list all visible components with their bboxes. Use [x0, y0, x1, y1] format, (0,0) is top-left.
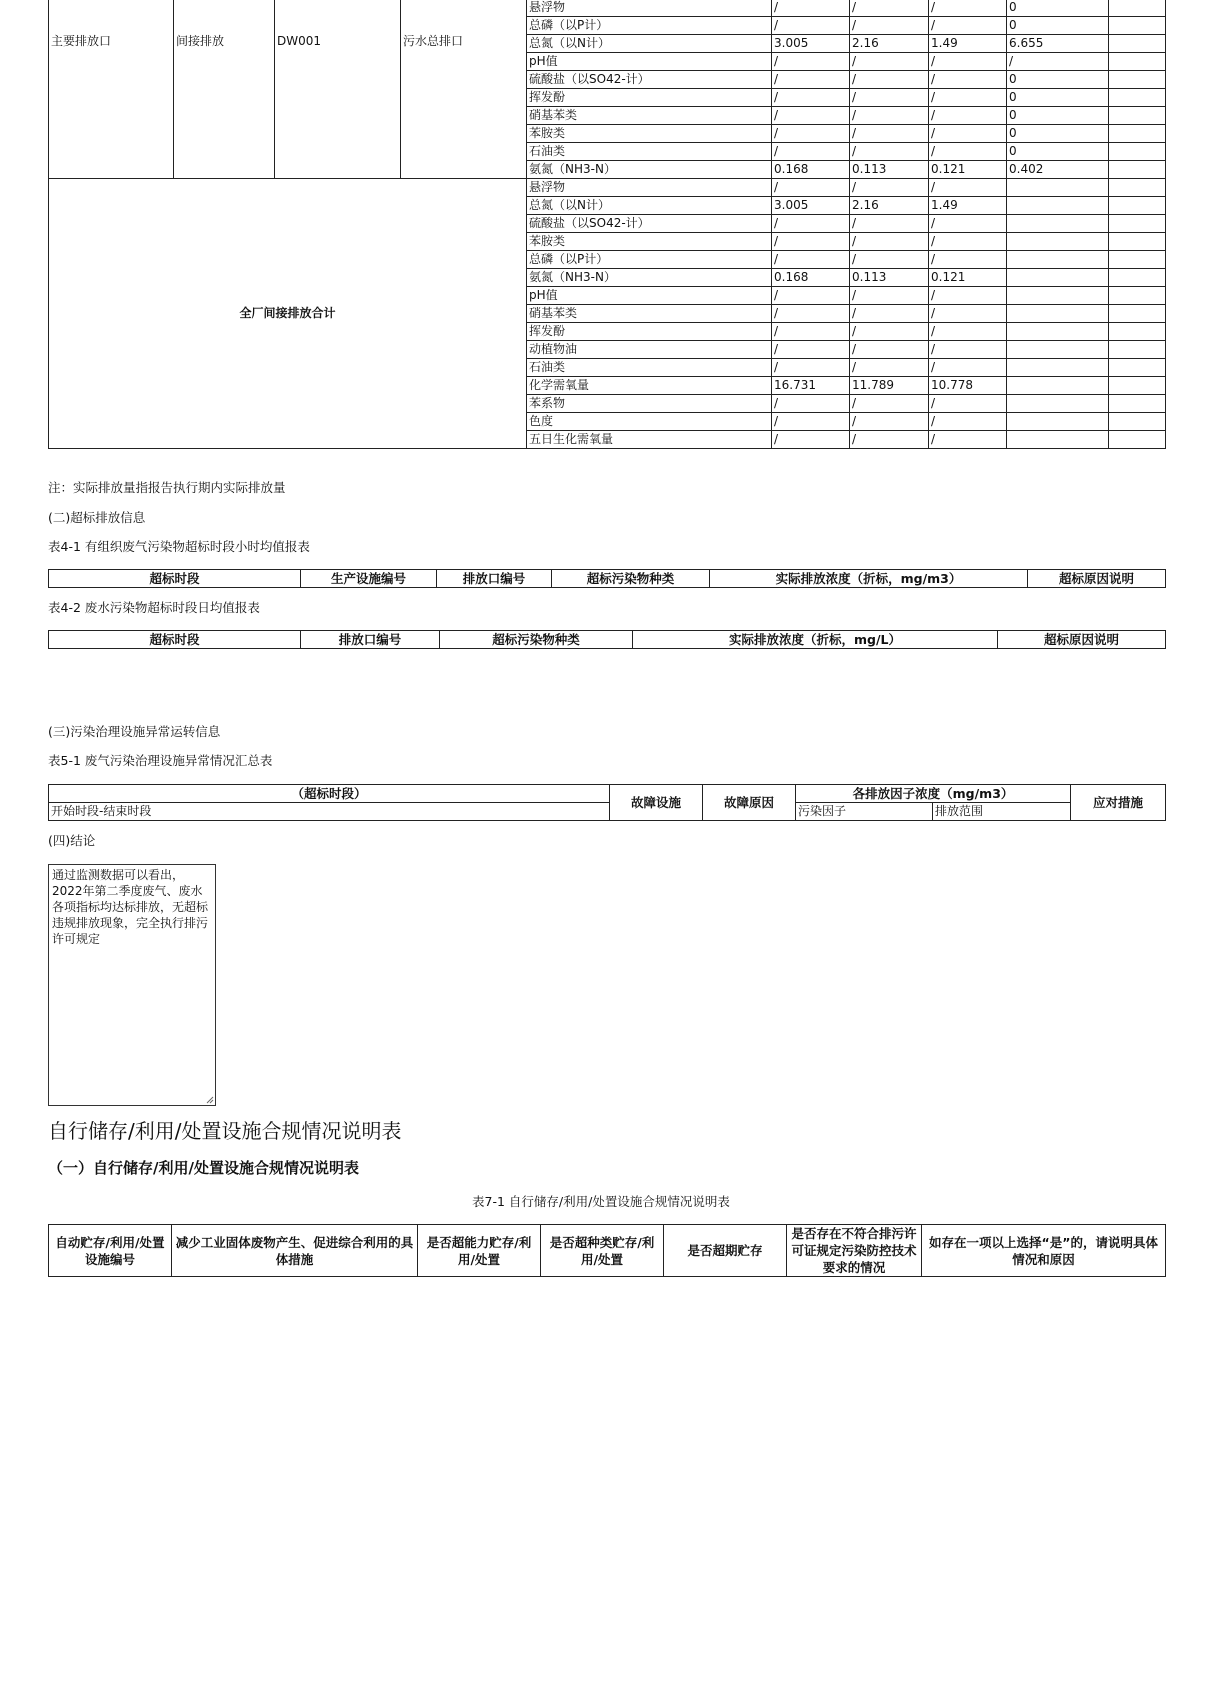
value-cell [1007, 215, 1109, 233]
table71-caption: 表7-1 自行储存/利用/处置设施合规情况说明表 [472, 1194, 730, 1209]
t71-h-explain: 如存在一项以上选择“是”的，请说明具体情况和原因 [922, 1225, 1166, 1277]
empty-cell [1109, 197, 1166, 215]
value-cell [1007, 179, 1109, 197]
empty-cell [1109, 143, 1166, 161]
value-cell: / [772, 251, 850, 269]
emissions-table [48, 0, 1166, 449]
section7-heading: 自行储存/利用/处置设施合规情况说明表 [48, 1119, 402, 1143]
value-cell: / [850, 143, 929, 161]
value-cell: / [850, 341, 929, 359]
value-cell: / [772, 179, 850, 197]
t51-h-reason: 故障原因 [703, 785, 796, 821]
table71 [48, 1224, 1166, 1277]
pollutant-name: 石油类 [527, 143, 772, 161]
outlet-code: DW001 [275, 0, 401, 179]
t51-period-sub: 开始时段-结束时段 [49, 803, 610, 821]
value-cell: / [929, 107, 1007, 125]
value-cell: / [772, 341, 850, 359]
value-cell: / [850, 251, 929, 269]
t51-h-period: （超标时段） [49, 785, 610, 803]
value-cell: / [929, 395, 1007, 413]
pollutant-name: 色度 [527, 413, 772, 431]
value-cell: / [772, 143, 850, 161]
t42-h-outlet: 排放口编号 [301, 631, 440, 649]
pollutant-name: 总氮（以N计） [527, 35, 772, 53]
outlet-name: 污水总排口 [401, 0, 527, 179]
value-cell: / [929, 89, 1007, 107]
value-cell: / [772, 359, 850, 377]
value-cell: / [850, 233, 929, 251]
empty-cell [1109, 161, 1166, 179]
pollutant-name: 五日生化需氧量 [527, 431, 772, 449]
empty-cell [1109, 251, 1166, 269]
t71-h-over-capacity: 是否超能力贮存/利用/处置 [418, 1225, 541, 1277]
value-cell: / [772, 431, 850, 449]
value-cell: 0 [1007, 143, 1109, 161]
pollutant-name: 氨氮（NH3-N） [527, 161, 772, 179]
value-cell: / [850, 359, 929, 377]
value-cell: 0.168 [772, 269, 850, 287]
value-cell: / [929, 305, 1007, 323]
value-cell: / [772, 287, 850, 305]
section7-subheading: （一）自行储存/利用/处置设施合规情况说明表 [48, 1159, 359, 1177]
value-cell [1007, 251, 1109, 269]
value-cell: / [929, 431, 1007, 449]
pollutant-name: 挥发酚 [527, 323, 772, 341]
value-cell: 2.16 [850, 35, 929, 53]
pollutant-name: 硫酸盐（以SO42-计） [527, 215, 772, 233]
value-cell: / [772, 53, 850, 71]
value-cell [1007, 413, 1109, 431]
empty-cell [1109, 125, 1166, 143]
value-cell: 3.005 [772, 197, 850, 215]
outlet-category: 主要排放口 [49, 0, 174, 179]
empty-cell [1109, 431, 1166, 449]
value-cell: 0 [1007, 125, 1109, 143]
table51-caption: 表5-1 废气污染治理设施异常情况汇总表 [48, 753, 273, 768]
t42-h-reason: 超标原因说明 [998, 631, 1166, 649]
t42-h-period: 超标时段 [49, 631, 301, 649]
empty-cell [1109, 17, 1166, 35]
empty-cell [1109, 71, 1166, 89]
pollutant-name: 化学需氧量 [527, 377, 772, 395]
value-cell: / [850, 413, 929, 431]
value-cell: 3.005 [772, 35, 850, 53]
empty-cell [1109, 107, 1166, 125]
pollutant-name: 挥发酚 [527, 89, 772, 107]
value-cell [1007, 233, 1109, 251]
pollutant-name: 总磷（以P计） [527, 251, 772, 269]
value-cell: 0 [1007, 89, 1109, 107]
empty-cell [1109, 413, 1166, 431]
value-cell: / [850, 287, 929, 305]
value-cell: 0.113 [850, 269, 929, 287]
value-cell: / [850, 125, 929, 143]
empty-cell [1109, 35, 1166, 53]
empty-cell [1109, 89, 1166, 107]
value-cell: / [929, 17, 1007, 35]
pollutant-name: 苯系物 [527, 395, 772, 413]
value-cell: / [929, 0, 1007, 17]
value-cell [1007, 341, 1109, 359]
value-cell: / [772, 395, 850, 413]
pollutant-name: 动植物油 [527, 341, 772, 359]
value-cell: / [850, 395, 929, 413]
t51-h-conc: 各排放因子浓度（mg/m3） [796, 785, 1071, 803]
resize-handle-icon[interactable] [206, 1096, 214, 1104]
value-cell: / [772, 413, 850, 431]
empty-cell [1109, 305, 1166, 323]
value-cell: / [850, 71, 929, 89]
value-cell [1007, 287, 1109, 305]
value-cell: / [929, 359, 1007, 377]
t41-h-conc: 实际排放浓度（折标，mg/m3） [710, 570, 1028, 588]
value-cell [1007, 269, 1109, 287]
value-cell: / [850, 323, 929, 341]
value-cell: 0.402 [1007, 161, 1109, 179]
value-cell: / [850, 53, 929, 71]
value-cell: / [772, 125, 850, 143]
value-cell: / [772, 323, 850, 341]
value-cell: / [772, 215, 850, 233]
conclusion-text: 通过监测数据可以看出，2022年第二季度废气、废水各项指标均达标排放，无超标违规排放现象，完全执行排污许可规定 [52, 868, 209, 946]
value-cell: 0 [1007, 107, 1109, 125]
pollutant-name: 总磷（以P计） [527, 17, 772, 35]
value-cell [1007, 431, 1109, 449]
conclusion-textarea[interactable] [48, 864, 216, 1106]
value-cell: 0 [1007, 0, 1109, 17]
table-row [49, 179, 1166, 197]
value-cell: / [850, 305, 929, 323]
value-cell [1007, 377, 1109, 395]
pollutant-name: 苯胺类 [527, 233, 772, 251]
note-text: 注：实际排放量指报告执行期内实际排放量 [48, 480, 286, 495]
t71-h-code: 自动贮存/利用/处置设施编号 [49, 1225, 172, 1277]
empty-cell [1109, 269, 1166, 287]
value-cell: / [772, 305, 850, 323]
value-cell: / [929, 287, 1007, 305]
value-cell: / [772, 89, 850, 107]
empty-cell [1109, 53, 1166, 71]
value-cell: / [850, 0, 929, 17]
empty-cell [1109, 179, 1166, 197]
pollutant-name: 硫酸盐（以SO42-计） [527, 71, 772, 89]
value-cell [1007, 197, 1109, 215]
pollutant-name: pH值 [527, 53, 772, 71]
value-cell: / [850, 107, 929, 125]
table42-caption: 表4-2 废水污染物超标时段日均值报表 [48, 600, 260, 615]
pollutant-name: 硝基苯类 [527, 305, 772, 323]
value-cell: / [929, 71, 1007, 89]
emission-method: 间接排放 [174, 0, 275, 179]
value-cell: / [929, 323, 1007, 341]
value-cell [1007, 305, 1109, 323]
value-cell: / [929, 179, 1007, 197]
pollutant-name: pH值 [527, 287, 772, 305]
empty-cell [1109, 287, 1166, 305]
t41-h-pollutant: 超标污染物种类 [552, 570, 710, 588]
value-cell: / [1007, 53, 1109, 71]
empty-cell [1109, 395, 1166, 413]
t42-h-conc: 实际排放浓度（折标，mg/L） [633, 631, 998, 649]
value-cell: 0.121 [929, 161, 1007, 179]
t71-h-measures: 减少工业固体废物产生、促进综合利用的具体措施 [172, 1225, 418, 1277]
t41-h-period: 超标时段 [49, 570, 301, 588]
t51-h-measure: 应对措施 [1071, 785, 1166, 821]
value-cell: / [850, 89, 929, 107]
value-cell: 11.789 [850, 377, 929, 395]
pollutant-name: 氨氮（NH3-N） [527, 269, 772, 287]
value-cell [1007, 323, 1109, 341]
value-cell: / [772, 0, 850, 17]
pollutant-name: 石油类 [527, 359, 772, 377]
value-cell: 0.121 [929, 269, 1007, 287]
empty-cell [1109, 323, 1166, 341]
value-cell: 0 [1007, 71, 1109, 89]
pollutant-name: 悬浮物 [527, 0, 772, 17]
t41-h-reason: 超标原因说明 [1028, 570, 1166, 588]
value-cell: 6.655 [1007, 35, 1109, 53]
empty-cell [1109, 215, 1166, 233]
t41-h-facility: 生产设施编号 [301, 570, 437, 588]
value-cell: / [929, 251, 1007, 269]
value-cell: / [772, 17, 850, 35]
value-cell [1007, 359, 1109, 377]
value-cell: / [772, 71, 850, 89]
value-cell: 1.49 [929, 35, 1007, 53]
value-cell: / [929, 413, 1007, 431]
t51-factor: 污染因子 [796, 803, 933, 821]
value-cell: / [929, 143, 1007, 161]
empty-cell [1109, 377, 1166, 395]
value-cell: / [929, 233, 1007, 251]
t51-h-facility: 故障设施 [610, 785, 703, 821]
value-cell: / [850, 431, 929, 449]
value-cell [1007, 395, 1109, 413]
value-cell: / [850, 179, 929, 197]
table41 [48, 569, 1166, 588]
pollutant-name: 苯胺类 [527, 125, 772, 143]
pollutant-name: 悬浮物 [527, 179, 772, 197]
value-cell: / [772, 233, 850, 251]
value-cell: / [929, 341, 1007, 359]
value-cell: 0 [1007, 17, 1109, 35]
total-indirect-label: 全厂间接排放合计 [49, 179, 527, 449]
value-cell: 1.49 [929, 197, 1007, 215]
value-cell: / [772, 107, 850, 125]
value-cell: / [929, 215, 1007, 233]
value-cell: / [929, 125, 1007, 143]
pollutant-name: 总氮（以N计） [527, 197, 772, 215]
t71-h-overdue: 是否超期贮存 [664, 1225, 787, 1277]
value-cell: / [850, 17, 929, 35]
section3-title: (三)污染治理设施异常运转信息 [48, 724, 221, 739]
t71-h-over-type: 是否超种类贮存/利用/处置 [541, 1225, 664, 1277]
table51 [48, 784, 1166, 821]
table-row [49, 0, 1166, 17]
t41-h-outlet: 排放口编号 [437, 570, 552, 588]
section4-title: (四)结论 [48, 833, 96, 848]
table41-caption: 表4-1 有组织废气污染物超标时段小时均值报表 [48, 539, 310, 554]
pollutant-name: 硝基苯类 [527, 107, 772, 125]
value-cell: / [850, 215, 929, 233]
section2-title: (二)超标排放信息 [48, 510, 146, 525]
empty-cell [1109, 359, 1166, 377]
value-cell: 0.113 [850, 161, 929, 179]
table42 [48, 630, 1166, 649]
value-cell: 2.16 [850, 197, 929, 215]
t71-h-noncompliant: 是否存在不符合排污许可证规定污染防控技术要求的情况 [787, 1225, 922, 1277]
t51-range: 排放范围 [933, 803, 1071, 821]
empty-cell [1109, 0, 1166, 17]
value-cell: 0.168 [772, 161, 850, 179]
empty-cell [1109, 233, 1166, 251]
value-cell: / [929, 53, 1007, 71]
empty-cell [1109, 341, 1166, 359]
value-cell: 16.731 [772, 377, 850, 395]
t42-h-pollutant: 超标污染物种类 [440, 631, 633, 649]
value-cell: 10.778 [929, 377, 1007, 395]
